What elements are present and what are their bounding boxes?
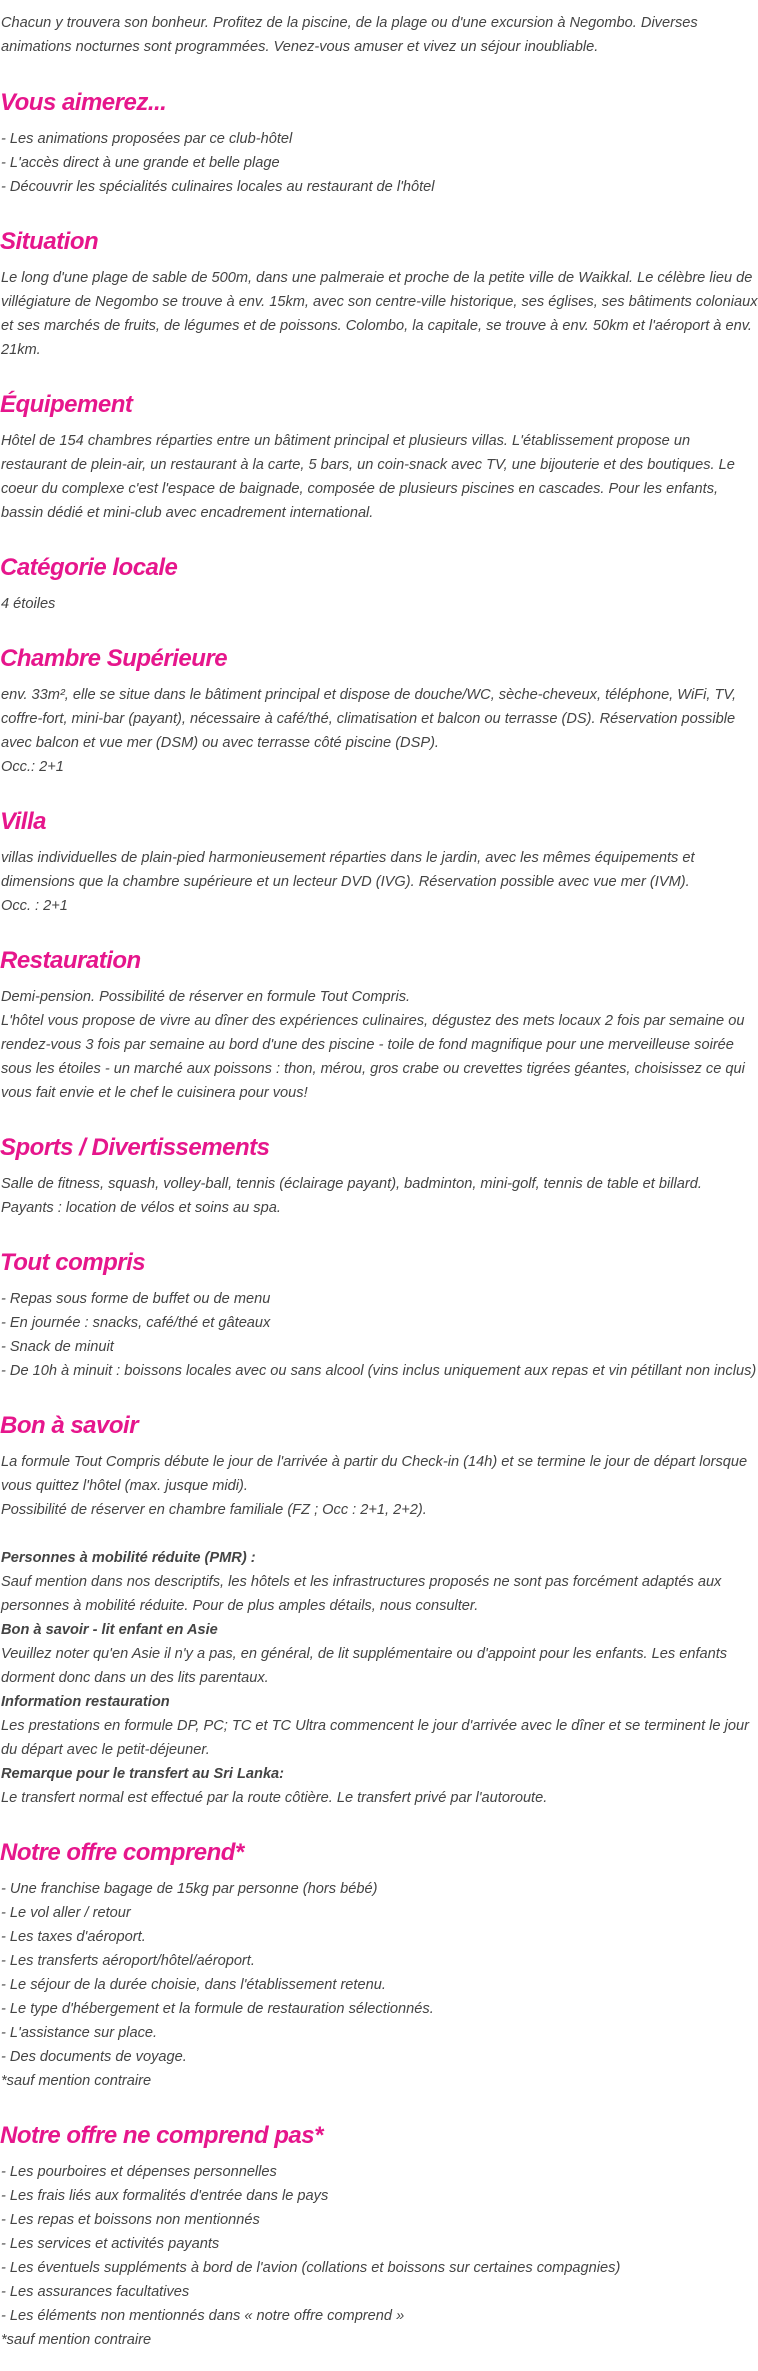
list-item: - Les pourboires et dépenses personnelles [1, 2164, 277, 2180]
restauration-text-1: Demi-pension. Possibilité de réserver en formule Tout Compris. [1, 989, 411, 1005]
info-restauration-label: Information restauration [1, 1694, 170, 1710]
offre-comprend-note: *sauf mention contraire [1, 2073, 152, 2089]
list-item: - En journée : snacks, café/thé et gâteaux [1, 1315, 271, 1331]
section-tout-compris [0, 1248, 758, 1383]
section-restauration [0, 946, 758, 1105]
equipement-text: Hôtel de 154 chambres réparties entre un bâtiment principal et plusieurs villas. L'établissement propose un restaurant de plein-air, un restaurant à la carte, 5 bars, un coin-snack avec TV, une bijouterie et des boutiques. Le coeur du complexe c'est l'espace de baignade, composée de plusieurs piscines en cascades. Pour les enfants, bassin dédié et mini-club avec encadrement international. [1, 433, 735, 521]
section-offre-ne-comprend-pas [0, 2121, 758, 2352]
list-item: - Les éventuels suppléments à bord de l'avion (collations et boissons sur certaines compagnies) [1, 2260, 621, 2276]
section-vous-aimerez [0, 88, 758, 199]
list-item: - De 10h à minuit : boissons locales avec ou sans alcool (vins inclus uniquement aux repas et vin pétillant non inclus) [1, 1363, 757, 1379]
section-title-offre-ne-comprend-pas: Notre offre ne comprend pas* [0, 2122, 323, 2149]
situation-text: Le long d'une plage de sable de 500m, dans une palmeraie et proche de la petite ville de Waikkal. Le célèbre lieu de villégiature de Negombo se trouve à env. 15km, avec son centre-ville historique, ses églises, ses bâtiments coloniaux et ses marchés de fruits, de légumes et de poissons. Colombo, la capitale, se trouve à env. 50km et l'aéroport à env. 21km. [1, 270, 758, 358]
list-item: - Repas sous forme de buffet ou de menu [1, 1291, 271, 1307]
list-item: - Le séjour de la durée choisie, dans l'établissement retenu. [1, 1977, 386, 1993]
sports-text-2: Payants : location de vélos et soins au spa. [1, 1200, 281, 1216]
list-item: - Les frais liés aux formalités d'entrée dans le pays [1, 2188, 329, 2204]
spacer [0, 1522, 758, 1546]
offre-ne-comprend-pas-note: *sauf mention contraire [1, 2332, 152, 2348]
section-offre-comprend [0, 1838, 758, 2093]
section-title-chambre: Chambre Supérieure [0, 645, 228, 672]
section-villa [0, 807, 758, 918]
categorie-text: 4 étoiles [1, 596, 56, 612]
section-title-villa: Villa [0, 808, 46, 835]
section-title-vous-aimerez: Vous aimerez... [0, 89, 167, 116]
intro-text: Chacun y trouvera son bonheur. Profitez de la piscine, de la plage ou d'une excursion à Negombo. Diverses animations nocturnes sont programmées. Venez-vous amuser et vivez un séjour inoubliable. [1, 15, 698, 55]
list-tout-compris [0, 1287, 758, 1383]
section-categorie [0, 553, 758, 616]
transfert-label: Remarque pour le transfert au Sri Lanka: [1, 1766, 285, 1782]
info-restauration-text: Les prestations en formule DP, PC; TC et TC Ultra commencent le jour d'arrivée avec le dîner et se terminent le jour du départ avec le petit-déjeuner. [1, 1718, 749, 1758]
list-item: - Une franchise bagage de 15kg par personne (hors bébé) [1, 1881, 378, 1897]
section-sports [0, 1133, 758, 1220]
section-title-offre-comprend: Notre offre comprend* [0, 1839, 244, 1866]
list-item: - Les animations proposées par ce club-hôtel [1, 131, 293, 147]
list-item: - Les services et activités payants [1, 2236, 220, 2252]
section-title-bon-a-savoir: Bon à savoir [0, 1412, 139, 1439]
bon-a-savoir-text-2: Possibilité de réserver en chambre familiale (FZ ; Occ : 2+1, 2+2). [1, 1502, 427, 1518]
list-item: - Les assurances facultatives [1, 2284, 190, 2300]
list-item: - Les taxes d'aéroport. [1, 1929, 146, 1945]
chambre-text: env. 33m², elle se situe dans le bâtiment principal et dispose de douche/WC, sèche-cheveux, téléphone, WiFi, TV, coffre-fort, mini-bar (payant), nécessaire à café/thé, climatisation et balcon ou terrasse (DS). Réservation possible avec balcon et vue mer (DSM) ou avec terrasse côté piscine (DSP). [1, 687, 737, 751]
pmr-label: Personnes à mobilité réduite (PMR) : [1, 1550, 256, 1566]
sports-text-1: Salle de fitness, squash, volley-ball, tennis (éclairage payant), badminton, mini-golf, tennis de table et billard. [1, 1176, 702, 1192]
section-title-tout-compris: Tout compris [0, 1249, 146, 1276]
list-item: - Les repas et boissons non mentionnés [1, 2212, 260, 2228]
transfert-text: Le transfert normal est effectué par la route côtière. Le transfert privé par l'autoroute. [1, 1790, 548, 1806]
list-offre-comprend [0, 1877, 758, 2069]
list-item: - Snack de minuit [1, 1339, 114, 1355]
restauration-text-2: L'hôtel vous propose de vivre au dîner des expériences culinaires, dégustez des mets locaux 2 fois par semaine ou rendez-vous 3 fois par semaine au bord d'une des piscine - toile de fond magnifique pour une merveilleuse soirée sous les étoiles - un marché aux poissons : thon, mérou, gros crabe ou crevettes tigrées géantes, choisissez ce qui vous fait envie et le chef le cuisinera pour vous! [1, 1013, 745, 1101]
section-equipement [0, 390, 758, 525]
section-title-categorie: Catégorie locale [0, 554, 178, 581]
list-offre-ne-comprend-pas [0, 2160, 758, 2328]
list-item: - Le type d'hébergement et la formule de restauration sélectionnés. [1, 2001, 434, 2017]
villa-text: villas individuelles de plain-pied harmonieusement réparties dans le jardin, avec les mêmes équipements et dimensions que la chambre supérieure et un lecteur DVD (IVG). Réservation possible avec vue mer (IVM). [1, 850, 695, 890]
villa-occupation: Occ. : 2+1 [1, 898, 68, 914]
list-item: - Les transferts aéroport/hôtel/aéroport. [1, 1953, 255, 1969]
list-vous-aimerez [0, 127, 758, 199]
pmr-text: Sauf mention dans nos descriptifs, les hôtels et les infrastructures proposés ne sont pas forcément adaptés aux personnes à mobilité réduite. Pour de plus amples détails, nous consulter. [1, 1574, 722, 1614]
lit-enfant-text: Veuillez noter qu'en Asie il n'y a pas, en général, de lit supplémentaire ou d'appoint pour les enfants. Les enfants dorment donc dans un des lits parentaux. [1, 1646, 728, 1686]
section-title-situation: Situation [0, 228, 99, 255]
section-title-equipement: Équipement [0, 391, 133, 418]
lit-enfant-label: Bon à savoir - lit enfant en Asie [1, 1622, 218, 1638]
section-title-restauration: Restauration [0, 947, 141, 974]
bon-a-savoir-text-1: La formule Tout Compris débute le jour de l'arrivée à partir du Check-in (14h) et se termine le jour de départ lorsque vous quittez l'hôtel (max. jusque midi). [1, 1454, 748, 1494]
chambre-occupation: Occ.: 2+1 [1, 759, 64, 775]
section-title-sports: Sports / Divertissements [0, 1134, 270, 1161]
section-chambre [0, 644, 758, 779]
list-item: - L'assistance sur place. [1, 2025, 158, 2041]
section-situation [0, 227, 758, 362]
list-item: - Découvrir les spécialités culinaires locales au restaurant de l'hôtel [1, 179, 435, 195]
section-bon-a-savoir [0, 1411, 758, 1810]
list-item: - Les éléments non mentionnés dans « notre offre comprend » [1, 2308, 405, 2324]
list-item: - L'accès direct à une grande et belle plage [1, 155, 280, 171]
list-item: - Des documents de voyage. [1, 2049, 187, 2065]
list-item: - Le vol aller / retour [1, 1905, 131, 1921]
